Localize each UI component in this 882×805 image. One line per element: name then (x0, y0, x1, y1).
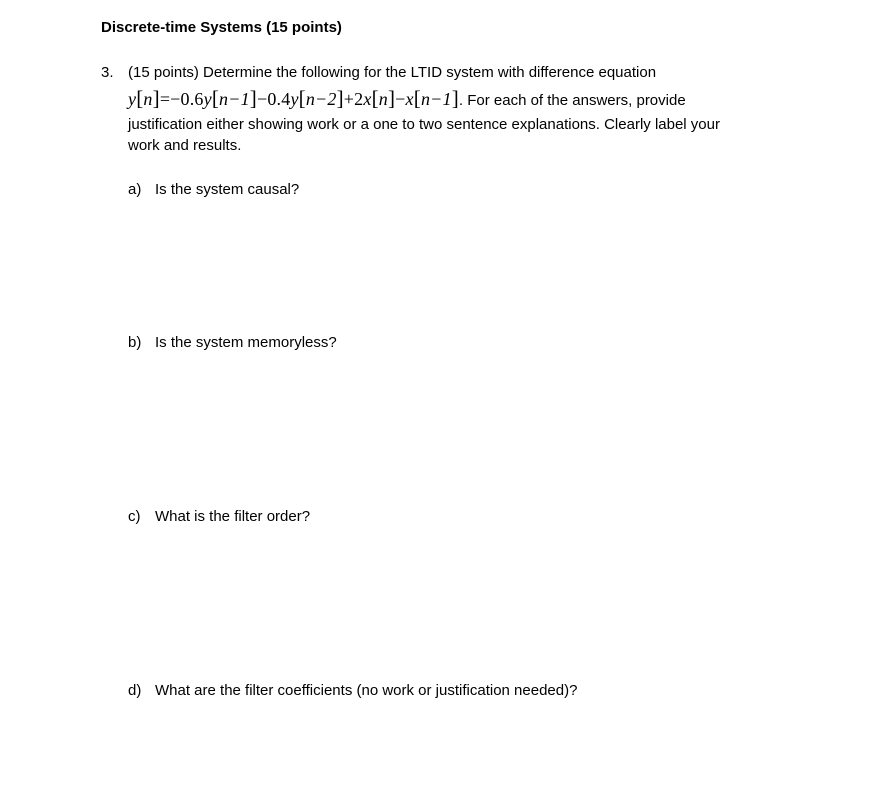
part-c-text: What is the filter order? (155, 508, 311, 525)
part-d-label: d) (128, 682, 142, 699)
part-b-text: Is the system memoryless? (155, 334, 337, 351)
question-line-4: work and results. (128, 137, 242, 154)
part-a (128, 181, 299, 198)
part-b (128, 334, 337, 351)
part-c-label: c) (128, 508, 141, 525)
question-line-3: justification either showing work or a one to two sentence explanations. Clearly label your (128, 116, 720, 133)
difference-equation: y[n]=−0.6y[n−1]−0.4y[n−2]+2x[n]−x[n−1] (128, 86, 459, 110)
question-intro: (15 points) Determine the following for the LTID system with difference equation (128, 64, 657, 81)
section-title: Discrete-time Systems (15 points) (101, 19, 342, 36)
equation-trailing-text: . For each of the answers, provide (458, 92, 686, 109)
part-d (128, 682, 577, 699)
part-a-text: Is the system causal? (155, 181, 300, 198)
part-b-label: b) (128, 334, 142, 351)
part-c (128, 508, 310, 525)
part-a-label: a) (128, 181, 142, 198)
part-d-text: What are the filter coefficients (no work or justification needed)? (155, 682, 578, 699)
difference-equation-line (128, 86, 686, 111)
question-number: 3. (101, 64, 114, 81)
